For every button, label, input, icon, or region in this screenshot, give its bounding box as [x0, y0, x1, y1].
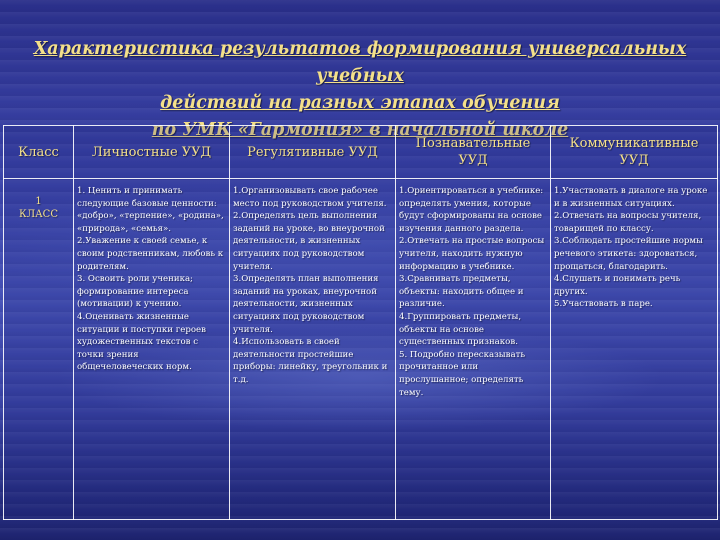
personal-item: 4.Оценивать жизненные ситуации и поступки героев художественных текстов с точки зрения общечеловеческих норм. — [77, 311, 206, 373]
title-line-1: Характеристика результатов формирования универсальных учебных — [33, 39, 687, 86]
table-row — [4, 179, 718, 520]
header-cognitive: Познавательные УУД — [396, 126, 551, 179]
header-communicative: Коммуникативные УУД — [551, 126, 718, 179]
class-number: 1 — [35, 196, 42, 207]
regulatory-item: 2.Определять цель выполнения заданий на уроке, во внеурочной деятельности, в жизненных ситуациях под руководством учителя. — [233, 211, 385, 272]
class-word: КЛАСС — [19, 209, 58, 220]
cognitive-item: 2.Отвечать на простые вопросы учителя, находить нужную информацию в учебнике. — [399, 236, 545, 272]
communicative-item: 4.Слушать и понимать речь других. — [554, 274, 681, 297]
header-regulatory: Регулятивные УУД — [230, 126, 396, 179]
personal-cell — [74, 179, 230, 520]
cognitive-item: 3.Сравнивать предметы, объекты: находить общее и различие. — [399, 274, 524, 310]
regulatory-item: 1.Организовывать свое рабочее место под руководством учителя. — [233, 186, 387, 209]
regulatory-item: 3.Определять план выполнения заданий на уроках, внеурочной деятельности, жизненных ситуациях под руководством учителя. — [233, 274, 379, 335]
header-class: Класс — [4, 126, 74, 179]
cognitive-cell — [396, 179, 551, 520]
communicative-item: 2.Отвечать на вопросы учителя, товарищей по классу. — [554, 211, 702, 234]
communicative-cell — [551, 179, 718, 520]
cognitive-item: 1.Ориентироваться в учебнике: определять умения, которые будут сформированы на основе изучения данного раздела. — [399, 186, 544, 234]
header-personal: Личностные УУД — [74, 126, 230, 179]
personal-item: 3. Освоить роли ученика; формирование интереса (мотивации) к учению. — [77, 274, 193, 310]
table-header-row — [4, 126, 718, 179]
uud-table — [3, 125, 718, 520]
cognitive-item: 4.Группировать предметы, объекты на основе существенных признаков. — [399, 311, 522, 348]
title-line-2: действий на разных этапах обучения — [160, 93, 560, 113]
class-cell — [4, 179, 74, 520]
communicative-item: 5.Участвовать в паре. — [554, 299, 653, 310]
communicative-item: 1.Участвовать в диалоге на уроке и в жизненных ситуациях. — [554, 186, 708, 209]
communicative-item: 3.Соблюдать простейшие нормы речевого этикета: здороваться, прощаться, благодарить. — [554, 236, 703, 272]
cognitive-item: 5. Подробно пересказывать прочитанное или прослушанное; определять тему. — [399, 349, 526, 398]
title-line-3: по УМК «Гармония» в начальной школе — [151, 120, 569, 140]
personal-item: 1. Ценить и принимать следующие базовые ценности: «добро», «терпение», «родина», «природа», «семья». — [77, 186, 224, 234]
personal-item: 2.Уважение к своей семье, к своим родственникам, любовь к родителям. — [77, 236, 224, 272]
regulatory-item: 4.Использовать в своей деятельности простейшие приборы: линейку, треугольник и т.д. — [233, 337, 388, 385]
regulatory-cell — [230, 179, 396, 520]
